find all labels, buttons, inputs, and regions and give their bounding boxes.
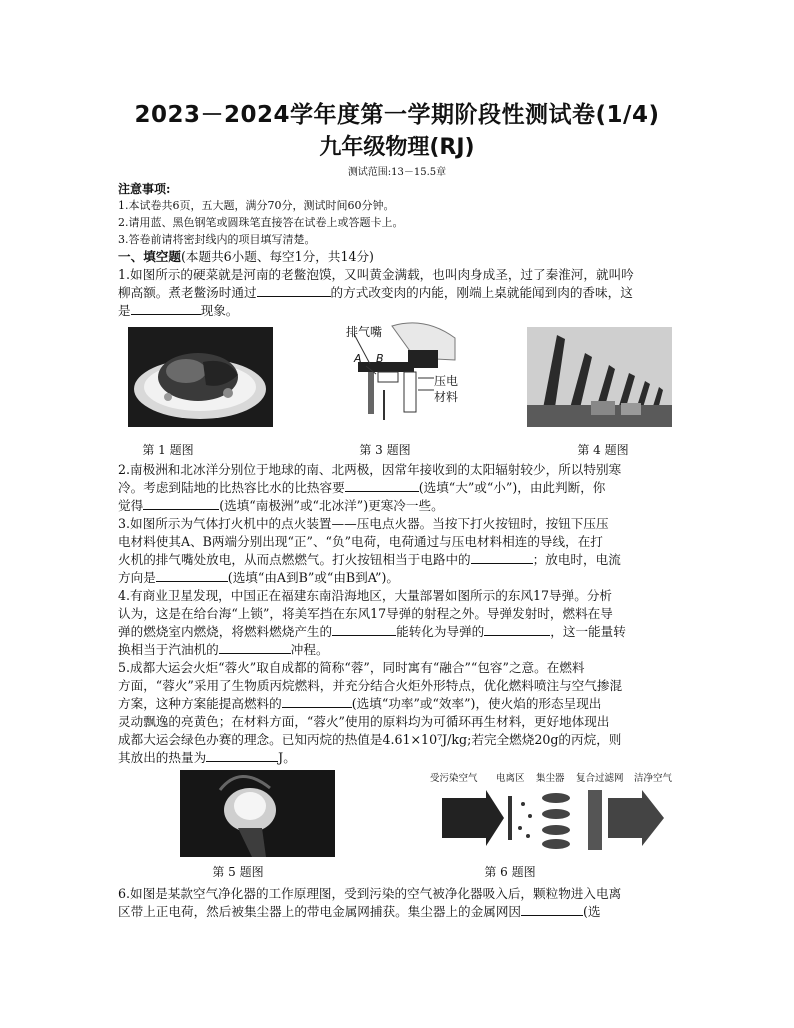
answer-blank[interactable] [219, 641, 291, 654]
figure-3-diagram [330, 320, 460, 432]
q5-line: 5.成都大运会火炬“蓉火”取自成都的简称“蓉”，同时寓有“融合”“包容”之意。在燃料 [118, 660, 585, 675]
figure-1-caption: 第 1 题图 [142, 443, 194, 457]
air-purifier-diagram [428, 768, 673, 860]
q5-text: 方案，这种方案能提高燃料的 [118, 696, 282, 711]
figure-5-photo [180, 770, 335, 857]
q4-text: 能转化为导弹的 [396, 624, 485, 639]
q5-text: J。 [278, 750, 296, 765]
q5-line: 灵动飘逸的亮黄色；在材料方面，“蓉火”使用的原料均为可循环再生材料，更好地体现出 [118, 714, 610, 729]
q4-text: 冲程。 [290, 642, 329, 657]
answer-blank[interactable] [345, 479, 419, 492]
fig6-label-polluted: 受污染空气 [430, 773, 478, 784]
answer-blank[interactable] [521, 903, 583, 916]
figure-6-diagram [428, 768, 673, 860]
q5-text: 其放出的热量为 [118, 750, 207, 765]
figure-1-photo [128, 327, 273, 427]
q2-text: 觉得 [118, 498, 144, 513]
fig6-label-collector: 集尘器 [536, 773, 565, 784]
q1-line [118, 302, 678, 320]
q1-text: 是 [118, 303, 131, 318]
answer-blank[interactable] [257, 284, 331, 297]
missiles-photo [527, 327, 672, 427]
q2-line: 2.南极洲和北冰洋分别位于地球的南、北两极，因常年接收到的太阳辐射较少，所以特别寒 [118, 462, 622, 477]
q2-line [118, 479, 678, 497]
q4-line [118, 641, 678, 659]
q4-line: 4.有商业卫星发现，中国正在福建东南沿海地区，大量部署如图所示的东风17导弹。分析 [118, 588, 613, 603]
note-item: 1.本试卷共6页，五大题，满分70分，测试时间60分钟。 [118, 199, 395, 212]
q3-line: 电材料使其A、B两端分别出现“正”、“负”电荷，电荷通过与压电材料相连的导线，在打 [118, 534, 603, 549]
fig3-label-exhaust: 排气嘴 [346, 325, 383, 339]
q6-text: (选 [583, 904, 601, 919]
figure-4-caption: 第 4 题图 [577, 443, 629, 457]
answer-blank[interactable] [206, 749, 278, 762]
fig6-label-filter: 复合过滤网 [576, 773, 624, 784]
figure-6-caption: 第 6 题图 [484, 865, 536, 879]
q5-line: 成都大运会绿色办赛的理念。已知丙烷的热值是4.61×10⁷J/kg;若完全燃烧20g的丙烷，则 [118, 732, 622, 747]
note-item: 3.答卷前请将密封线内的项目填写清楚。 [118, 233, 316, 246]
answer-blank[interactable] [484, 623, 550, 636]
q2-text: 冷。考虑到陆地的比热容比水的比热容要 [118, 480, 345, 495]
q4-text: ，这一能量转 [550, 624, 626, 639]
q1-text: 现象。 [200, 303, 239, 318]
q3-line [118, 569, 678, 587]
section-heading [118, 248, 678, 266]
q6-text: 区带上正电荷，然后被集尘器上的带电金属网捕获。集尘器上的金属网因 [118, 904, 521, 919]
answer-blank[interactable] [156, 569, 228, 582]
q1-line [118, 284, 678, 302]
q4-text: 弹的燃烧室内燃烧，将燃料燃烧产生的 [118, 624, 333, 639]
answer-blank[interactable] [131, 302, 201, 315]
fig3-label-b: B [376, 352, 384, 365]
q3-line: 3.如图所示为气体打火机中的点火装置——压电点火器。当按下打火按钮时，按钮下压压 [118, 516, 609, 531]
q2-text: (选填“南极洲”或“北冰洋”)更寒冷一些。 [219, 498, 444, 513]
q5-line: 方面，“蓉火”采用了生物质丙烷燃料，并充分结合火炬外形特点，优化燃料喷注与空气掺混 [118, 678, 623, 693]
fig3-label-piezo1: 压电 [434, 374, 459, 388]
exam-title: 2023－2024学年度第一学期阶段性测试卷(1/4) [134, 102, 660, 128]
q4-text: 换相当于汽油机的 [118, 642, 219, 657]
note-item: 2.请用蓝、黑色钢笔或圆珠笔直接答在试卷上或答题卡上。 [118, 216, 404, 229]
q2-line [118, 497, 678, 515]
figure-5-caption: 第 5 题图 [212, 865, 264, 879]
q5-text: (选填“功率”或“效率”)，使火焰的形态呈现出 [351, 696, 602, 711]
figure-3-caption: 第 3 题图 [359, 443, 411, 457]
fig6-label-clean: 洁净空气 [634, 773, 673, 784]
q3-text: 火机的排气嘴处放电，从而点燃燃气。打火按钮相当于电路中的 [118, 552, 471, 567]
test-range: 测试范围:13－15.5章 [347, 167, 447, 178]
section-note: (本题共6小题、每空1分，共14分) [180, 249, 374, 264]
q1-text: 柳高额。煮老鳖汤时通过 [118, 285, 257, 300]
q1-text: 的方式改变肉的内能，刚端上桌就能闻到肉的香味，这 [330, 285, 633, 300]
fig6-label-ionization: 电离区 [496, 773, 525, 784]
q3-text: ；放电时，电流 [532, 552, 621, 567]
fig3-label-piezo2: 材料 [434, 390, 459, 404]
q3-line [118, 551, 678, 569]
dish-photo [128, 327, 273, 427]
q2-text: (选填“大”或“小”)，由此判断，你 [418, 480, 606, 495]
fig3-label-a: A [354, 352, 362, 365]
q1-line: 1.如图所示的硬菜就是河南的老鳖泡馍，又叫黄金满载，也叫肉身成圣，过了秦淮河，就叫吟 [118, 267, 634, 282]
q3-text: (选填“由A到B”或“由B到A”)。 [227, 570, 399, 585]
q5-line [118, 749, 678, 767]
figure-4-photo [527, 327, 672, 427]
answer-blank[interactable] [332, 623, 396, 636]
answer-blank[interactable] [143, 497, 219, 510]
answer-blank[interactable] [471, 551, 533, 564]
q4-line [118, 623, 678, 641]
q4-line: 认为，这是在给台海“上锁”，将美军挡在东风17导弹的射程之外。导弹发射时，燃料在导 [118, 606, 613, 621]
q3-text: 方向是 [118, 570, 156, 585]
q6-line [118, 903, 678, 921]
torch-photo [180, 770, 335, 857]
section-title: 一、填空题 [118, 249, 181, 264]
q6-line: 6.如图是某款空气净化器的工作原理图，受到污染的空气被净化器吸入后，颗粒物进入电离 [118, 886, 622, 901]
exam-subtitle: 九年级物理(RJ) [319, 135, 475, 160]
notes-heading: 注意事项: [118, 182, 171, 196]
q5-line [118, 695, 678, 713]
answer-blank[interactable] [282, 695, 352, 708]
